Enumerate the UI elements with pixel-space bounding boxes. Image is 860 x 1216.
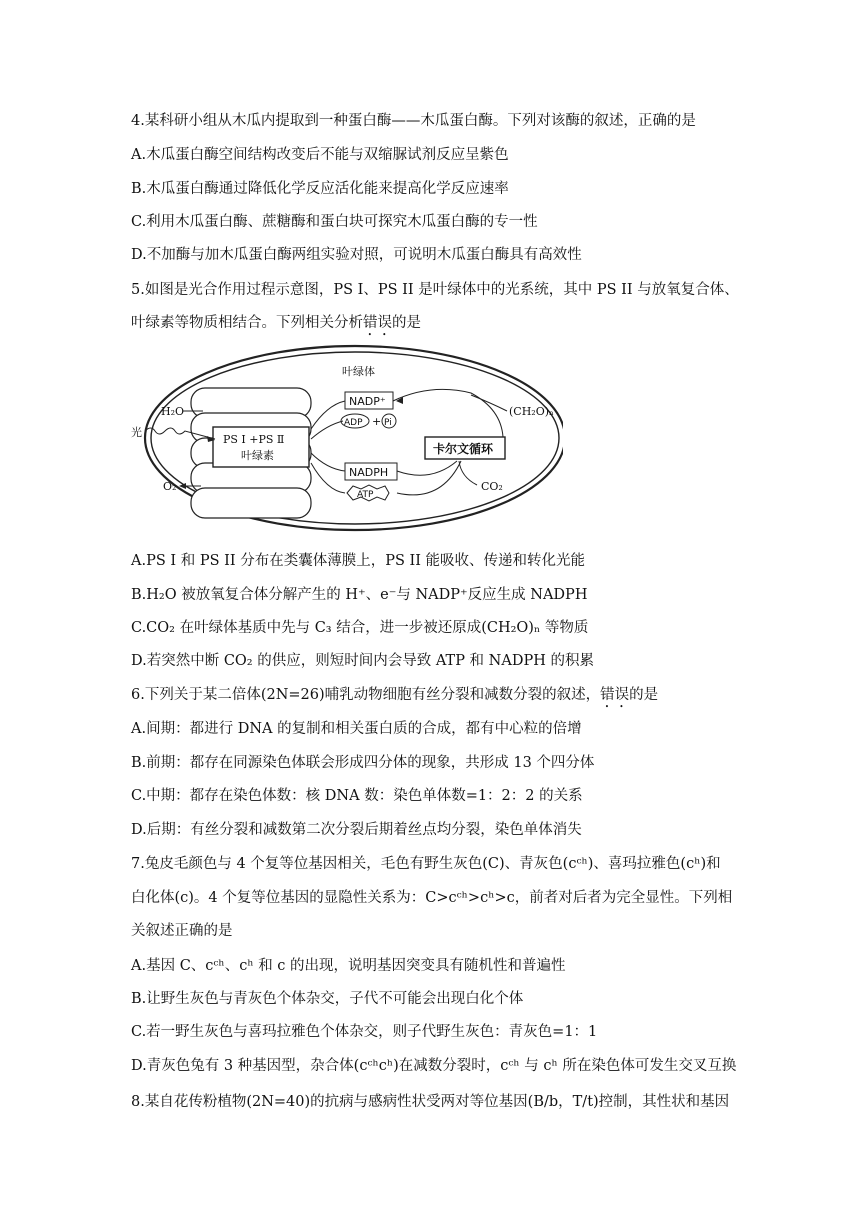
- q5-stem-line2: [131, 313, 421, 339]
- q4-option-b: B.木瓜蛋白酶通过降低化学反应活化能来提高化学反应速率: [131, 181, 509, 197]
- q6-stem-emphasis: 错误: [600, 687, 630, 703]
- q6-stem-end: 的是: [629, 687, 659, 703]
- q5-stem-end: 的是: [392, 315, 421, 331]
- carbohydrate-label: (CH₂O)ₙ: [509, 405, 554, 418]
- q5-option-b: B.H₂O 被放氧复合体分解产生的 H⁺、e⁻与 NADP⁺反应生成 NADPH: [131, 587, 588, 603]
- q7-option-b: B.让野生灰色与青灰色个体杂交，子代不可能会出现白化个体: [131, 991, 524, 1007]
- q7-option-c: C.若一野生灰色与喜玛拉雅色个体杂交，则子代野生灰色：青灰色=1：1: [131, 1024, 598, 1040]
- q6-option-b: B.前期：都存在同源染色体联会形成四分体的现象，共形成 13 个四分体: [131, 755, 595, 771]
- co2-label: CO₂: [481, 480, 503, 493]
- q6-stem: [131, 685, 658, 711]
- chlorophyll-label: 叶绿素: [241, 449, 274, 462]
- q8-stem-line1: 8.某自花传粉植物(2N=40)的抗病与感病性状受两对等位基因(B/b，T/t)控制，其性状和基因: [131, 1094, 730, 1110]
- adp-label: ADP: [344, 418, 363, 428]
- q7-option-a: A.基因 C、cᶜʰ、cʰ 和 c 的出现，说明基因突变具有随机性和普遍性: [131, 958, 566, 974]
- atp-label: ATP: [357, 490, 374, 500]
- q6-stem-text: 6.下列关于某二倍体(2N=26)哺乳动物细胞有丝分裂和减数分裂的叙述，: [131, 687, 601, 703]
- q4-stem: 4.某科研小组从木瓜内提取到一种蛋白酶——木瓜蛋白酶。下列对该酶的叙述，正确的是: [131, 113, 696, 129]
- q4-option-a: A.木瓜蛋白酶空间结构改变后不能与双缩脲试剂反应呈紫色: [131, 147, 509, 163]
- q5-stem-text: 叶绿素等物质相结合。下列相关分析: [131, 315, 363, 331]
- nadp-label: NADP⁺: [349, 395, 386, 408]
- q5-option-c: C.CO₂ 在叶绿体基质中先与 C₃ 结合，进一步被还原成(CH₂O)ₙ 等物质: [131, 620, 589, 636]
- photosynthesis-diagram: [131, 343, 563, 538]
- q7-option-d: D.青灰色兔有 3 种基因型，杂合体(cᶜʰcʰ)在减数分裂时，cᶜʰ 与 cʰ 所在染色体可发生交叉互换: [131, 1058, 737, 1074]
- q5-stem-emphasis: 错误: [363, 315, 392, 331]
- q6-option-a: A.间期：都进行 DNA 的复制和相关蛋白质的合成，都有中心粒的倍增: [131, 721, 582, 737]
- q4-option-d: D.不加酶与加木瓜蛋白酶两组实验对照，可说明木瓜蛋白酶具有高效性: [131, 247, 582, 263]
- q7-stem-line2: 白化体(c)。4 个复等位基因的显隐性关系为：C>cᶜʰ>cʰ>c，前者对后者为完全显性。下列相: [131, 890, 733, 906]
- q6-option-c: C.中期：都存在染色体数：核 DNA 数：染色单体数=1：2：2 的关系: [131, 788, 583, 804]
- nadph-label: NADPH: [349, 466, 389, 479]
- plus-label: +: [372, 415, 382, 428]
- water-label: H₂O: [161, 405, 185, 418]
- calvin-cycle-label: 卡尔文循环: [433, 442, 494, 456]
- q7-stem-line1: 7.兔皮毛颜色与 4 个复等位基因相关，毛色有野生灰色(C)、青灰色(cᶜʰ)、喜玛拉雅色(cʰ)和: [131, 856, 721, 872]
- q6-option-d: D.后期：有丝分裂和减数第二次分裂后期着丝点均分裂，染色单体消失: [131, 822, 582, 838]
- q4-option-c: C.利用木瓜蛋白酶、蔗糖酶和蛋白块可探究木瓜蛋白酶的专一性: [131, 214, 538, 230]
- q5-stem-line1: 5.如图是光合作用过程示意图，PS I、PS II 是叶绿体中的光系统，其中 PS II 与放氧复合体、: [131, 282, 739, 298]
- q7-stem-line3: 关叙述正确的是: [131, 923, 233, 939]
- chloroplast-label: 叶绿体: [342, 365, 375, 378]
- oxygen-label: O₂: [163, 480, 177, 493]
- q5-option-d: D.若突然中断 CO₂ 的供应，则短时间内会导致 ATP 和 NADPH 的积累: [131, 653, 594, 669]
- pi-label: Pi: [384, 418, 392, 428]
- q5-option-a: A.PS I 和 PS II 分布在类囊体薄膜上，PS II 能吸收、传递和转化光能: [131, 553, 586, 569]
- calvin-cycle-arc: [393, 389, 503, 437]
- photosystem-label: PS Ⅰ +PS Ⅱ: [223, 433, 285, 446]
- light-label: 光: [131, 426, 142, 439]
